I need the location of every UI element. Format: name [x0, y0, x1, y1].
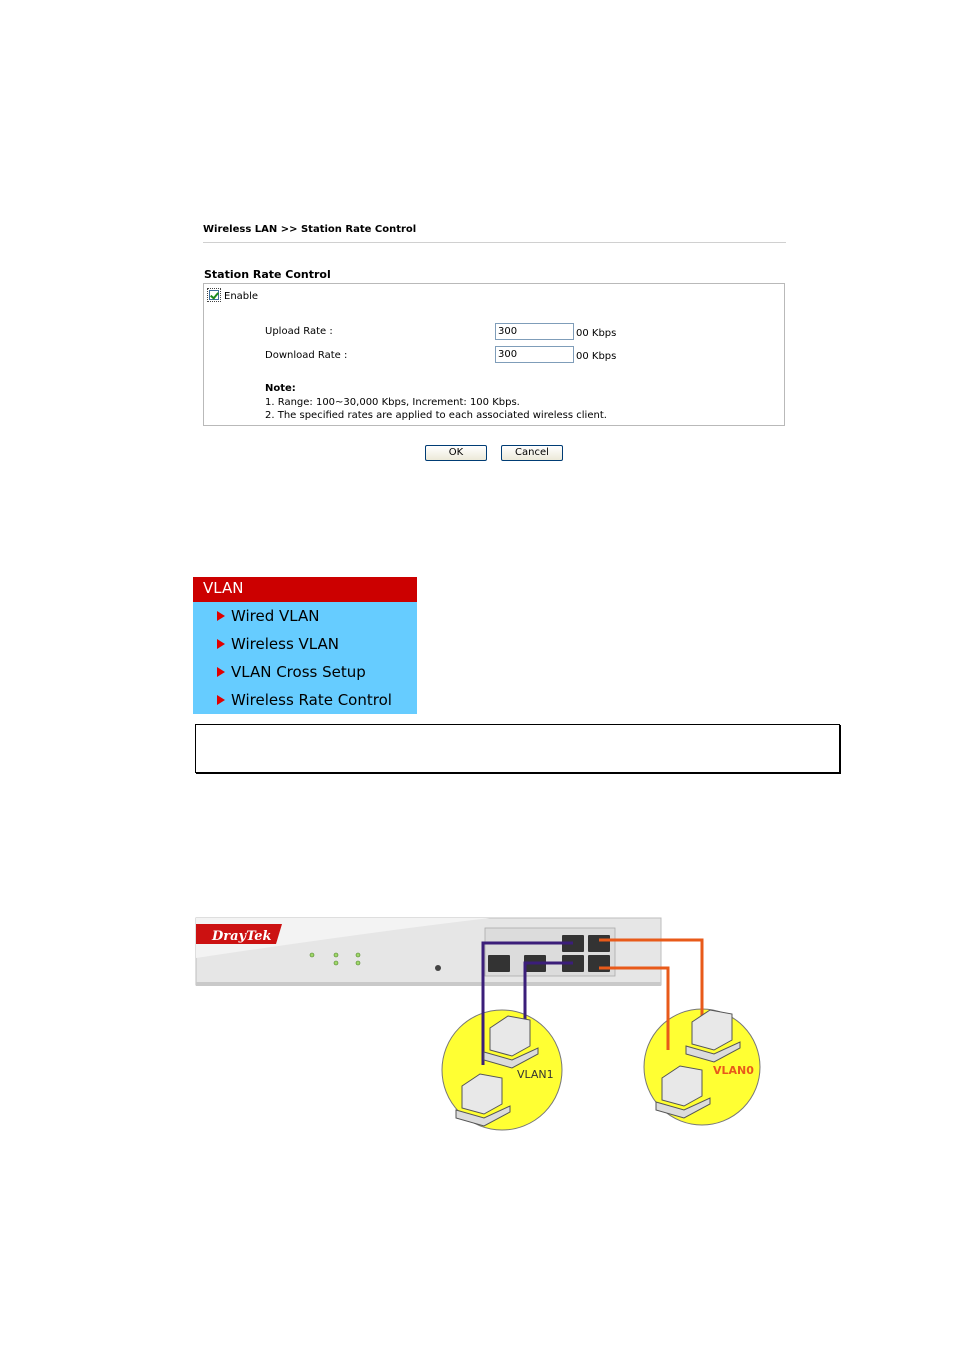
menu-item-wired-vlan[interactable] [217, 607, 319, 625]
brand-logo: DrayTek [212, 929, 272, 944]
note-line-1: 1. Range: 100~30,000 Kbps, Increment: 100 Kbps. [265, 397, 520, 408]
menu-item-label: Wireless Rate Control [231, 691, 392, 709]
upload-rate-input[interactable] [495, 323, 574, 340]
arrow-right-icon [217, 639, 225, 649]
enable-checkbox[interactable] [209, 290, 219, 300]
download-rate-label: Download Rate : [265, 350, 348, 361]
menu-item-label: Wired VLAN [231, 607, 320, 625]
router-device [196, 918, 661, 986]
upload-rate-unit: 00 Kbps [576, 328, 617, 339]
cancel-button[interactable]: Cancel [501, 445, 563, 461]
menu-item-label: VLAN Cross Setup [231, 663, 366, 681]
breadcrumb: Wireless LAN >> Station Rate Control [203, 224, 417, 235]
arrow-right-icon [217, 667, 225, 677]
info-box [195, 724, 840, 773]
menu-item-wireless-rate-control[interactable] [217, 691, 392, 709]
vlan1-label: VLAN1 [517, 1068, 554, 1081]
download-rate-input[interactable] [495, 346, 574, 363]
menu-item-wireless-vlan[interactable] [217, 635, 339, 653]
upload-rate-label: Upload Rate : [265, 326, 333, 337]
ok-button[interactable]: OK [425, 445, 487, 461]
note-line-2: 2. The specified rates are applied to each associated wireless client. [265, 410, 607, 421]
vlan0-label: VLAN0 [713, 1064, 754, 1077]
download-rate-unit: 00 Kbps [576, 351, 617, 362]
note-title: Note: [265, 383, 296, 394]
menu-item-label: Wireless VLAN [231, 635, 339, 653]
enable-label: Enable [224, 291, 259, 302]
ethernet-ports [485, 928, 615, 976]
vlan-network-diagram [190, 910, 770, 1140]
menu-item-vlan-cross-setup[interactable] [217, 663, 366, 681]
vlan-menu-title: VLAN [203, 579, 244, 597]
arrow-right-icon [217, 695, 225, 705]
arrow-right-icon [217, 611, 225, 621]
breadcrumb-divider [203, 242, 786, 243]
reset-button [435, 965, 441, 971]
section-title: Station Rate Control [204, 268, 331, 281]
